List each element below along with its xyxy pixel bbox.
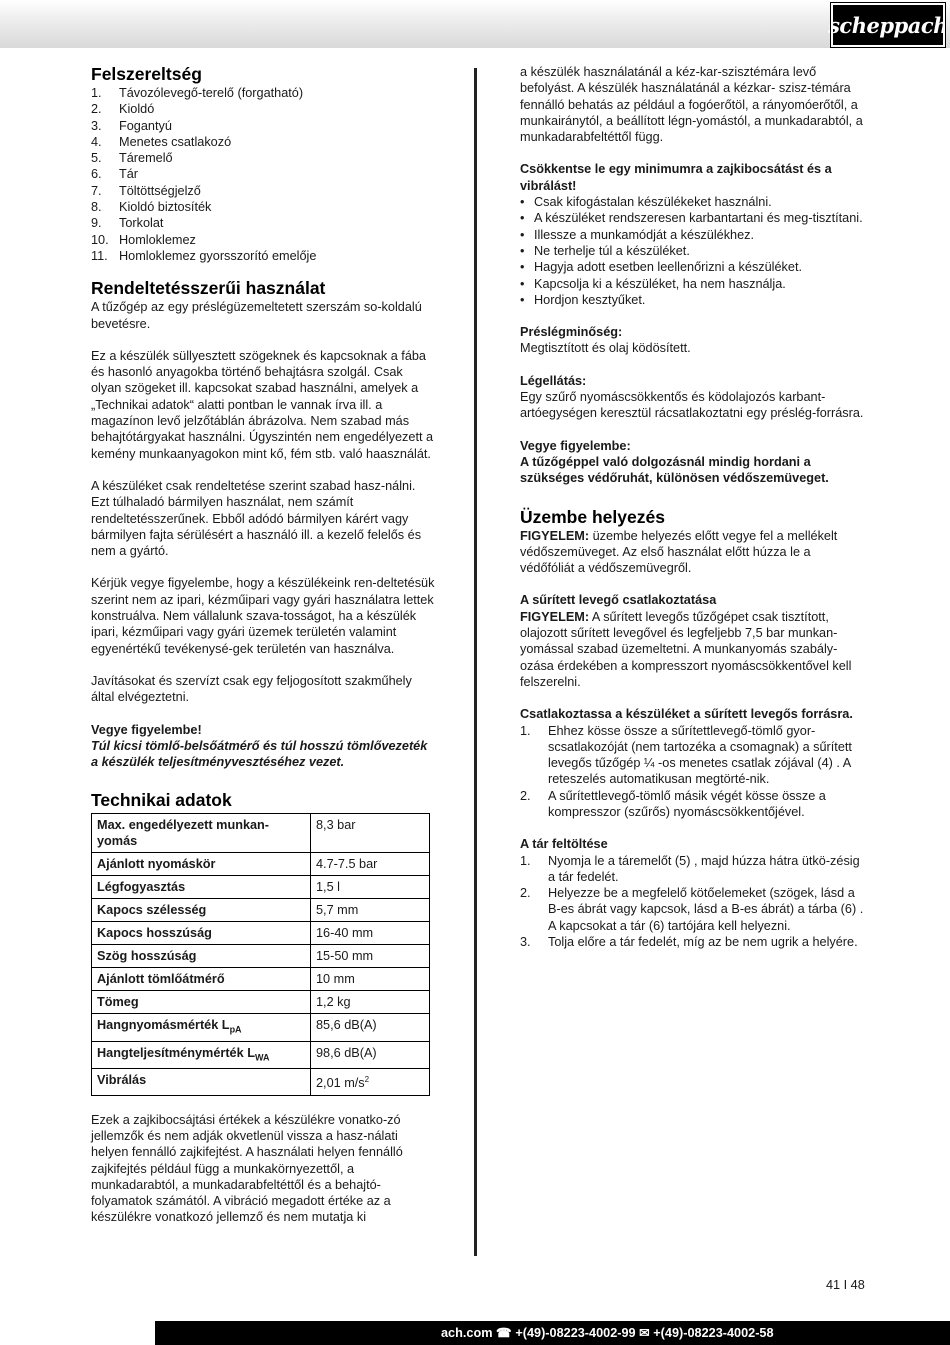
list-item-number: 1. <box>91 86 102 100</box>
list-item-number: 2. <box>91 102 102 117</box>
list-item <box>91 183 436 199</box>
list-item-text: Táremelő <box>119 151 173 166</box>
list-item <box>91 85 436 101</box>
list-item <box>91 134 436 150</box>
tech-row <box>92 1069 430 1095</box>
bullet-dot-icon: • <box>520 227 525 242</box>
list-item-text: A sűrítettlevegő-tömlő másik végét kösse össze a kompresszor (szűrős) nyomáscsökkentőjével. <box>548 788 826 819</box>
bullet-dot-icon: • <box>520 195 525 210</box>
startup-body: üzembe helyezés előtt vegye fel a mellékelt védőszemüveget. Az első használat előtt húzza le a védőfóliát a védőszemüvegről. <box>520 528 838 576</box>
right-column <box>520 64 865 950</box>
list-item-number: 5. <box>91 151 102 166</box>
list-item-number: 1. <box>520 723 531 738</box>
tech-key: Kapocs szélesség <box>92 899 311 922</box>
reduce-heading: Csökkentse le egy minimumra a zajkibocsátást és a vibrálást! <box>520 162 832 193</box>
tech-key <box>92 1014 311 1042</box>
list-item-number: 10. <box>91 232 109 247</box>
list-item <box>91 118 436 134</box>
tech-key: Légfogyasztás <box>92 876 311 899</box>
tech-key: Szög hosszúság <box>92 945 311 968</box>
tech-value: 1,5 l <box>311 876 430 899</box>
list-item-text: Fogantyú <box>119 118 172 133</box>
tech-key: Ajánlott tömlőátmérő <box>92 968 311 991</box>
list-item-text: Tolja előre a tár fedelét, míg az be nem ugrik a helyére. <box>548 935 858 950</box>
tech-row <box>92 922 430 945</box>
list-item-number: 3. <box>520 935 531 950</box>
left-column <box>91 64 436 1226</box>
bullet-item <box>520 227 865 243</box>
tech-key: Tömeg <box>92 991 311 1014</box>
air-heading: A sűrített levegő csatlakoztatása <box>520 593 717 608</box>
tech-after-text: Ezek a zajkibocsájtási értékek a készülékre vonatko-zó jellemzők és nem adják okvetlenül vissza a hasz-nálati helyen fennálló zajkifejtést. A használati helyen fennálló zajkifejtés például függ a munkakörnyezettől, a munkadarabtól, a munkadarabfeltéttől és a behajtó-folyamatok számától. A vibráció megadott értéke az a készülékre vonatkozó jellemző és nem mutatja ki <box>91 1112 403 1225</box>
noise-wa-subscript: WA <box>254 1052 270 1063</box>
tech-row <box>92 876 430 899</box>
tech-key: Kapocs hosszúság <box>92 922 311 945</box>
attention-text: A tűzőgéppel való dolgozásnál mindig hordani a szükséges védőruhát, különösen védőszemüveget. <box>520 454 829 486</box>
tech-value: 8,3 bar <box>311 814 430 853</box>
intended-use-heading: Rendeltetésszerűi használat <box>91 278 326 299</box>
bullet-text: Illessze a munkamódját a készülékhez. <box>534 227 755 242</box>
list-item <box>520 885 865 934</box>
tech-row <box>92 991 430 1014</box>
connect-steps <box>520 723 865 821</box>
note-text: Túl kicsi tömlő-belsőátmérő és túl hosszú tömlővezeték a készülék teljesítményvesztéséhez vezet. <box>91 738 428 770</box>
list-item-number: 2. <box>520 788 531 803</box>
tech-key <box>92 1041 311 1069</box>
tech-heading: Technikai adatok <box>91 790 232 811</box>
tech-row <box>92 1041 430 1069</box>
list-item <box>91 150 436 166</box>
list-item <box>520 934 865 950</box>
air-label: FIGYELEM: <box>520 609 590 624</box>
tech-row <box>92 899 430 922</box>
reduce-bullet-list <box>520 194 865 308</box>
list-item <box>91 101 436 117</box>
list-item-number: 4. <box>91 134 102 149</box>
list-item <box>520 723 865 788</box>
list-item-number: 6. <box>91 167 102 182</box>
list-item-number: 8. <box>91 200 102 215</box>
tech-key: Vibrálás <box>92 1069 311 1095</box>
connect-heading: Csatlakoztassa a készüléket a sűrített levegős forrásra. <box>520 707 853 722</box>
list-item-text: Homloklemez <box>119 232 196 247</box>
tech-value: 5,7 mm <box>311 899 430 922</box>
list-item-text: Menetes csatlakozó <box>119 134 232 149</box>
bullet-text: Ne terhelje túl a készüléket. <box>534 243 690 258</box>
header-band <box>0 0 950 48</box>
list-item <box>91 166 436 182</box>
list-item <box>91 232 436 248</box>
bullet-item <box>520 276 865 292</box>
intended-use-p1: A tűzőgép az egy préslégüzemeltetett szerszám so-koldalú bevetésre. <box>91 300 422 331</box>
tech-key: Max. engedélyezett munkan-yomás <box>92 814 311 853</box>
list-item-number: 7. <box>91 183 102 198</box>
list-item-number: 3. <box>91 118 102 133</box>
tech-row <box>92 968 430 991</box>
tech-row <box>92 853 430 876</box>
supply-heading: Légellátás: <box>520 373 587 388</box>
bullet-dot-icon: • <box>520 276 525 291</box>
list-item-text: Helyezze be a megfelelő kötőelemeket (szögek, lásd a B-es ábrát vagy kapcsok, lásd a B-es ábrát) a tárba (6) . A kapcsokat a tár (6) tartójára kell helyezni. <box>548 886 864 933</box>
bullet-dot-icon: • <box>520 211 525 226</box>
noise-pa-label: Hangnyomásmérték L <box>97 1018 230 1033</box>
equipment-heading: Felszereltség <box>91 64 202 84</box>
tech-value <box>311 1069 430 1095</box>
tech-row <box>92 814 430 853</box>
quality-text: Megtisztított és olaj ködösített. <box>520 341 691 356</box>
bullet-dot-icon: • <box>520 292 525 307</box>
list-item-text: Homloklemez gyorsszorító emelője <box>119 248 317 263</box>
note-title: Vegye figyelembe! <box>91 722 202 737</box>
tech-value: 15-50 mm <box>311 945 430 968</box>
attention-heading: Vegye figyelembe: <box>520 438 631 453</box>
air-body: A sűrített levegős tűzőgépet csak tisztított, olajozott sűrített levegővel és legfeljebb 7,5 bar munkan-yomással szabad üzemeltetni. A munkanyomás szabály-ozása érdekében a kompresszort nyomáscsökkentővel kell felszerelni. <box>520 609 852 689</box>
bullet-item <box>520 210 865 226</box>
quality-heading: Préslégminőség: <box>520 325 623 340</box>
air-text <box>520 609 865 690</box>
noise-wa-label: Hangteljesítménymérték L <box>97 1045 255 1060</box>
bullet-text: Hagyja adott esetben leellenőrizni a készüléket. <box>534 260 803 275</box>
startup-label: FIGYELEM: <box>520 528 590 543</box>
noise-pa-subscript: pA <box>229 1024 242 1035</box>
vibration-value: 2,01 m/s <box>316 1076 365 1091</box>
list-item-text: Kioldó <box>119 102 155 117</box>
tech-row <box>92 945 430 968</box>
bullet-text: Hordjon kesztyűket. <box>534 292 646 307</box>
intended-use-p2: Ez a készülék süllyesztett szögeknek és kapcsoknak a fába és hasonló anyagokba történő behajtásra szolgál. Csak olyan szögeket ill. kapcsokat szabad használni, amelyek a „Technikai adatok“ alatti pontban le vannak írva ill. a magazínon levő jelzőtáblán ábrázolva. Nem szabad más behajtótárgyakat használni. Úgyszintén nem engedélyezett a kemény munkaanyagokon mint kő, fém stb. való haasználát. <box>91 348 434 461</box>
bullet-item <box>520 292 865 308</box>
tech-value: 4.7-7.5 bar <box>311 853 430 876</box>
bullet-item <box>520 259 865 275</box>
list-item <box>520 788 865 821</box>
tech-value: 10 mm <box>311 968 430 991</box>
page-number: 41 I 48 <box>826 1278 865 1292</box>
bullet-text: A készüléket rendszeresen karbantartani és meg-tisztítani. <box>534 211 863 226</box>
list-item-number: 9. <box>91 216 102 231</box>
startup-heading: Üzembe helyezés <box>520 506 665 527</box>
tech-table <box>91 813 430 1095</box>
equipment-list <box>91 85 436 264</box>
intended-use-p3: A készüléket csak rendeltetése szerint szabad hasz-nálni. Ezt túlhaladó bármilyen használat, nem számít rendeltetésszerűnek. Ebből adódó bármilyen kárért vagy bármilyen fajta sérülésért a használó ill. a kezelő felelős és nem a gyártó. <box>91 478 422 559</box>
tech-key: Ajánlott nyomáskör <box>92 853 311 876</box>
continued-text: a készülék használatánál a kéz-kar-szisztémára levő befolyást. A készülék használatánál a kézkar- szisz-témára fennálló behatás az például a fogóerőtöl, a rányomóerőtől, a munkairánytól, a beállított légn-yomástól, a munkadarabtól, a munkadarabfeltéttől függ. <box>520 65 863 145</box>
list-item-text: Nyomja le a táremelőt (5) , majd húzza hátra ütkö-zésig a tár fedelét. <box>548 853 860 884</box>
bullet-text: Kapcsolja ki a készüléket, ha nem használja. <box>534 276 786 291</box>
list-item-text: Ehhez kösse össze a sűrítettlevegő-tömlő gyor-scsatlakozóját (nem tartozéka a csomagnak) a sűrített levegős tűzőgép ¼ -os menetes csatlak zójával (4) . A reteszelés automatikusan megtörté-nik. <box>548 723 852 787</box>
vibration-superscript: 2 <box>364 1075 370 1085</box>
list-item <box>91 248 436 264</box>
brand-logo: scheppach <box>831 3 945 47</box>
list-item <box>91 199 436 215</box>
supply-text: Egy szűrő nyomáscsökkentős és ködolajozós karbant-artóegységen keresztül rácsatlakoztatni egy préslég-forrásra. <box>520 390 864 421</box>
list-item-text: Kioldó biztosíték <box>119 200 212 215</box>
list-item-text: Torkolat <box>119 216 164 231</box>
tech-value: 85,6 dB(A) <box>311 1014 430 1042</box>
footer-bar <box>0 1321 950 1345</box>
tech-value: 1,2 kg <box>311 991 430 1014</box>
bullet-item <box>520 243 865 259</box>
load-heading: A tár feltöltése <box>520 837 608 852</box>
list-item-text: Töltöttségjelző <box>119 183 201 198</box>
load-steps <box>520 853 865 951</box>
tech-row <box>92 1014 430 1042</box>
bullet-dot-icon: • <box>520 260 525 275</box>
list-item-number: 2. <box>520 886 531 901</box>
tech-value: 16-40 mm <box>311 922 430 945</box>
list-item-number: 11. <box>91 248 108 263</box>
list-item <box>520 853 865 886</box>
list-item <box>91 215 436 231</box>
bullet-text: Csak kifogástalan készülékeket használni. <box>534 195 772 210</box>
list-item-number: 1. <box>520 853 531 868</box>
bullet-item <box>520 194 865 210</box>
column-divider <box>474 68 477 1256</box>
intended-use-p5: Javításokat és szervízt csak egy feljogosított szakműhely által elvégeztetni. <box>91 673 412 705</box>
footer-contact: ach.com ☎ +(49)-08223-4002-99 ✉ +(49)-08223-4002-58 <box>441 1326 774 1340</box>
startup-text <box>520 528 865 577</box>
list-item-text: Tár <box>119 167 139 182</box>
footer-white-block <box>0 1321 155 1345</box>
bullet-dot-icon: • <box>520 243 525 258</box>
list-item-text: Távozólevegő-terelő (forgatható) <box>119 86 304 100</box>
intended-use-p4: Kérjük vegye figyelembe, hogy a készülékeink ren-deltetésük szerint nem az ipari, kézműipari vagy gyári használatra lettek konstruálva. Nem vállalunk szava-tosságot, ha a készülék ipari, kézműipari vagy gyári üzemek területén valamint egyenértékű tevékenysé-gek területén van használva. <box>91 576 435 656</box>
tech-value: 98,6 dB(A) <box>311 1041 430 1069</box>
